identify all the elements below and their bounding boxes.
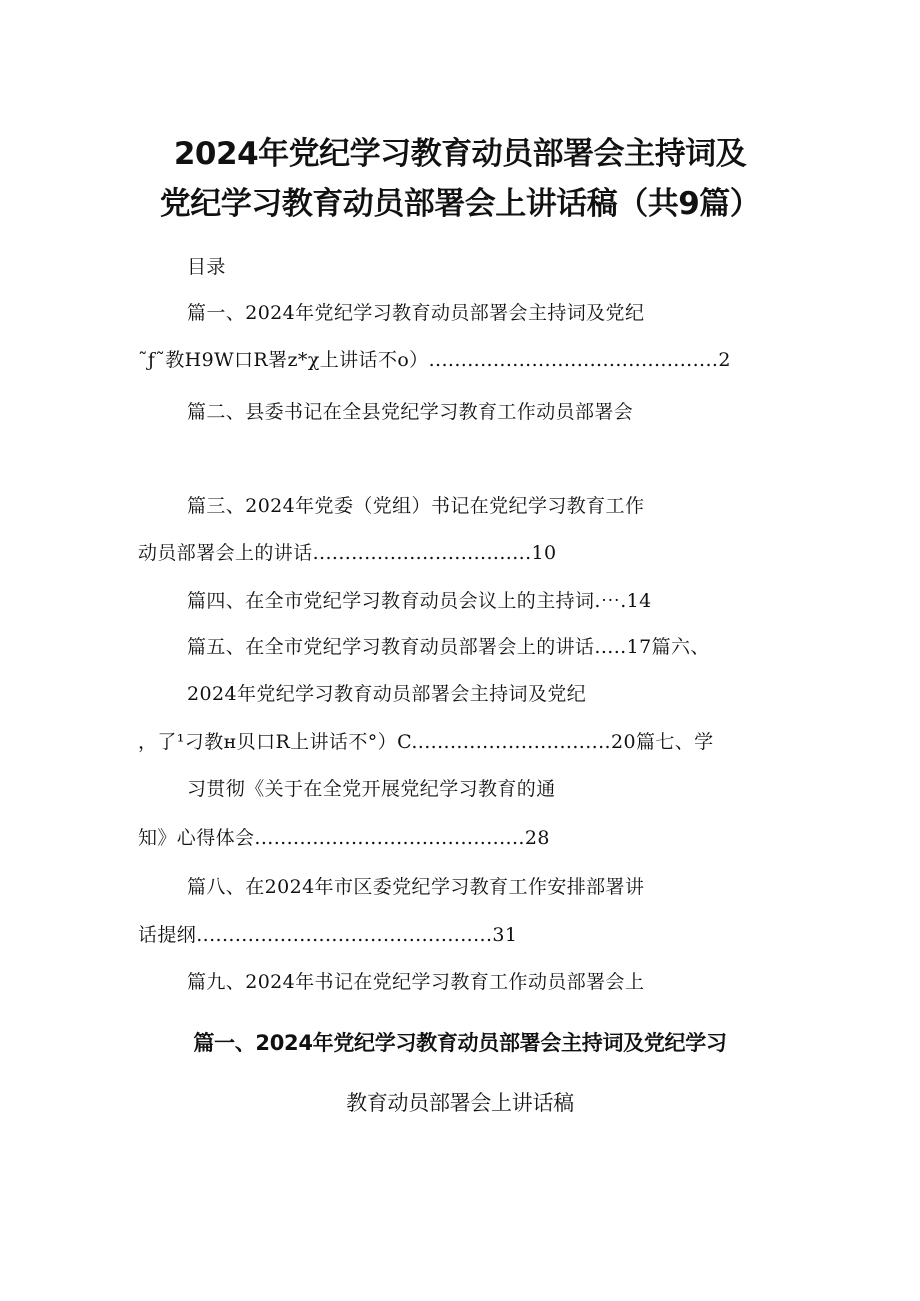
section-heading-line1: 篇一、2024年党纪学习教育动员部署会主持词及党纪学习 [193, 1031, 727, 1055]
toc-entry-4: 篇四、在全市党纪学习教育动员会议上的主持词.⋯.14 [187, 590, 652, 612]
section-heading-line2: 教育动员部署会上讲话稿 [346, 1091, 574, 1115]
toc-entry-3: 篇三、2024年党委（党组）书记在党纪学习教育工作 [187, 495, 645, 517]
toc-entry-3-cont: 动员部署会上的讲话..................................10 [138, 542, 557, 564]
toc-entry-2: 篇二、县委书记在全县党纪学习教育工作动员部署会 [187, 401, 634, 423]
toc-entry-7: 习贯彻《关于在全党开展党纪学习教育的通 [187, 778, 556, 800]
toc-entry-8: 篇八、在2024年市区委党纪学习教育工作安排部署讲 [187, 876, 645, 898]
toc-entry-9: 篇九、2024年书记在党纪学习教育工作动员部署会上 [187, 971, 645, 993]
toc-entry-1-cont: ˜ƒ˜教H9W口R署z*χ上讲话不o）.............................................2 [138, 349, 731, 371]
document-title-line2: 党纪学习教育动员部署会上讲话稿（共9篇） [159, 186, 761, 222]
document-title-line1: 2024年党纪学习教育动员部署会主持词及 [173, 136, 747, 172]
toc-entry-6: 2024年党纪学习教育动员部署会主持词及党纪 [187, 683, 587, 705]
toc-entry-7-cont: 知》心得体会..........................................28 [138, 827, 550, 849]
toc-label: 目录 [187, 256, 226, 278]
toc-entry-6-cont: ，了¹刁教ʜ贝口R上讲话不°）C...............................20篇七、学 [138, 731, 714, 753]
toc-entry-5: 篇五、在全市党纪学习教育动员部署会上的讲话.....17篇六、 [187, 636, 710, 658]
toc-entry-1: 篇一、2024年党纪学习教育动员部署会主持词及党纪 [187, 302, 645, 324]
toc-entry-8-cont: 话提纲..............................................31 [138, 924, 518, 946]
